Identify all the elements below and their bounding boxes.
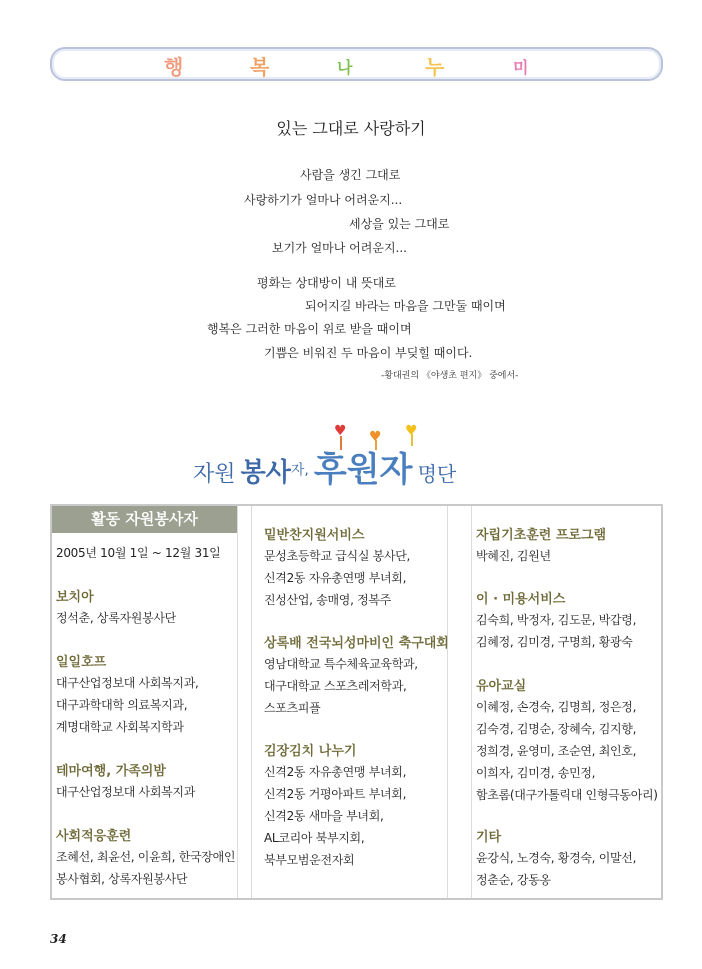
banner-char-4: 누 — [425, 55, 445, 79]
poem-line: 사랑하기가 얼마나 어려운지... — [244, 193, 403, 207]
section-line: 대구산업정보대 사회복지과, — [56, 676, 199, 690]
section-line: 대구과학대학 의료복지과, — [56, 698, 188, 712]
section-line: 정춘순, 강동옹 — [476, 873, 551, 887]
column-header: 활동 자원봉사자 — [52, 506, 237, 533]
section-line: 북부모범운전자회 — [264, 853, 355, 867]
section-line: 진성산업, 송매영, 정복주 — [264, 593, 391, 607]
section-line: 계명대학교 사회복지학과 — [56, 720, 184, 734]
poem-line: 세상을 있는 그대로 — [349, 217, 450, 231]
poem-line: 행복은 그러한 마음이 위로 받을 때이며 — [207, 322, 412, 336]
section-heading: 이 · 미용서비스 — [476, 592, 566, 607]
donor-title-part2: 봉사 — [240, 458, 291, 488]
section-line: 정희경, 윤영미, 조순연, 최인호, — [476, 744, 637, 758]
section-line: 박혜진, 김원년 — [476, 549, 551, 563]
donor-title-part1: 자원 — [193, 462, 236, 487]
section-heading: 보치아 — [56, 590, 94, 605]
section-line: 이희자, 김미경, 송민정, — [476, 766, 596, 780]
section-line: 영남대학교 특수체육교육학과, — [264, 657, 418, 671]
banner-char-5: 미 — [513, 58, 529, 77]
section-line: AL코리아 북부지회, — [264, 831, 365, 845]
section-line: 대구대학교 스포츠레저학과, — [264, 679, 407, 693]
section-heading: 테마여행, 가족의밤 — [56, 764, 166, 779]
section-line: 김혜정, 김미경, 구명희, 황광숙 — [476, 635, 633, 649]
poem-title: 있는 그대로 사랑하기 — [276, 119, 426, 138]
section-line: 신격2동 자유총연맹 부녀회, — [264, 765, 407, 779]
section-heading: 일일호프 — [56, 655, 107, 670]
donor-list-box — [50, 504, 663, 900]
banner-char-3: 나 — [337, 58, 353, 77]
section-heading: 밑반찬지원서비스 — [264, 528, 365, 543]
section-heading: 김장김치 나누기 — [264, 744, 357, 759]
section-line: 신격2동 거평아파트 부녀회, — [264, 787, 407, 801]
donor-title-part5: 명단 — [417, 462, 457, 486]
section-line: 조혜선, 최윤선, 이윤희, 한국장애인 — [56, 850, 236, 864]
donor-title-part4: 후원자 — [313, 450, 413, 490]
page-number: 34 — [50, 932, 67, 946]
poem-line: 보기가 얼마나 어려운지... — [272, 241, 407, 255]
poem-line: 기쁨은 비워진 두 마음이 부딪힐 때이다. — [264, 346, 473, 360]
banner-char-1: 행 — [164, 55, 184, 79]
section-heading: 상록배 전국뇌성마비인 축구대회 — [264, 636, 449, 651]
section-line: 대구산업정보대 사회복지과 — [56, 785, 196, 799]
section-line: 김숙희, 박정자, 김도문, 박갑령, — [476, 613, 637, 627]
title-banner — [50, 47, 663, 81]
section-line: 정석춘, 상록자원봉사단 — [56, 611, 176, 625]
section-line: 신격2동 자유총연맹 부녀회, — [264, 571, 407, 585]
period-text: 2005년 10월 1일 ~ 12월 31일 — [56, 546, 221, 560]
donor-list-title — [193, 442, 456, 491]
poem-line: 사람을 생긴 그대로 — [300, 168, 401, 182]
section-line: 봉사협회, 상록자원봉사단 — [56, 872, 188, 886]
banner-char-2: 복 — [250, 55, 270, 79]
section-line: 스포츠피플 — [264, 701, 321, 715]
section-line: 이혜정, 손경숙, 김명희, 정은정, — [476, 700, 637, 714]
section-line: 윤강식, 노경숙, 황경숙, 이말선, — [476, 851, 637, 865]
section-heading: 유아교실 — [476, 679, 527, 694]
section-line: 문성초등학교 급식실 봉사단, — [264, 549, 411, 563]
section-heading: 기타 — [476, 830, 502, 845]
section-line: 신격2동 새마을 부녀회, — [264, 809, 384, 823]
section-line: 김숙경, 김명순, 장혜숙, 김지향, — [476, 722, 637, 736]
section-heading: 사회적응훈련 — [56, 829, 132, 844]
donor-title-part3: 자, — [290, 462, 309, 479]
poem-source: -황대권의 《야생초 편지》 중에서- — [381, 371, 519, 381]
poem-line: 평화는 상대방이 내 뜻대로 — [257, 276, 396, 290]
poem-line: 되어지길 바라는 마음을 그만둘 때이며 — [305, 299, 506, 313]
section-heading: 자립기초훈련 프로그램 — [476, 528, 607, 543]
section-line: 함초롬(대구가톨릭대 인형극동아리) — [476, 788, 658, 802]
